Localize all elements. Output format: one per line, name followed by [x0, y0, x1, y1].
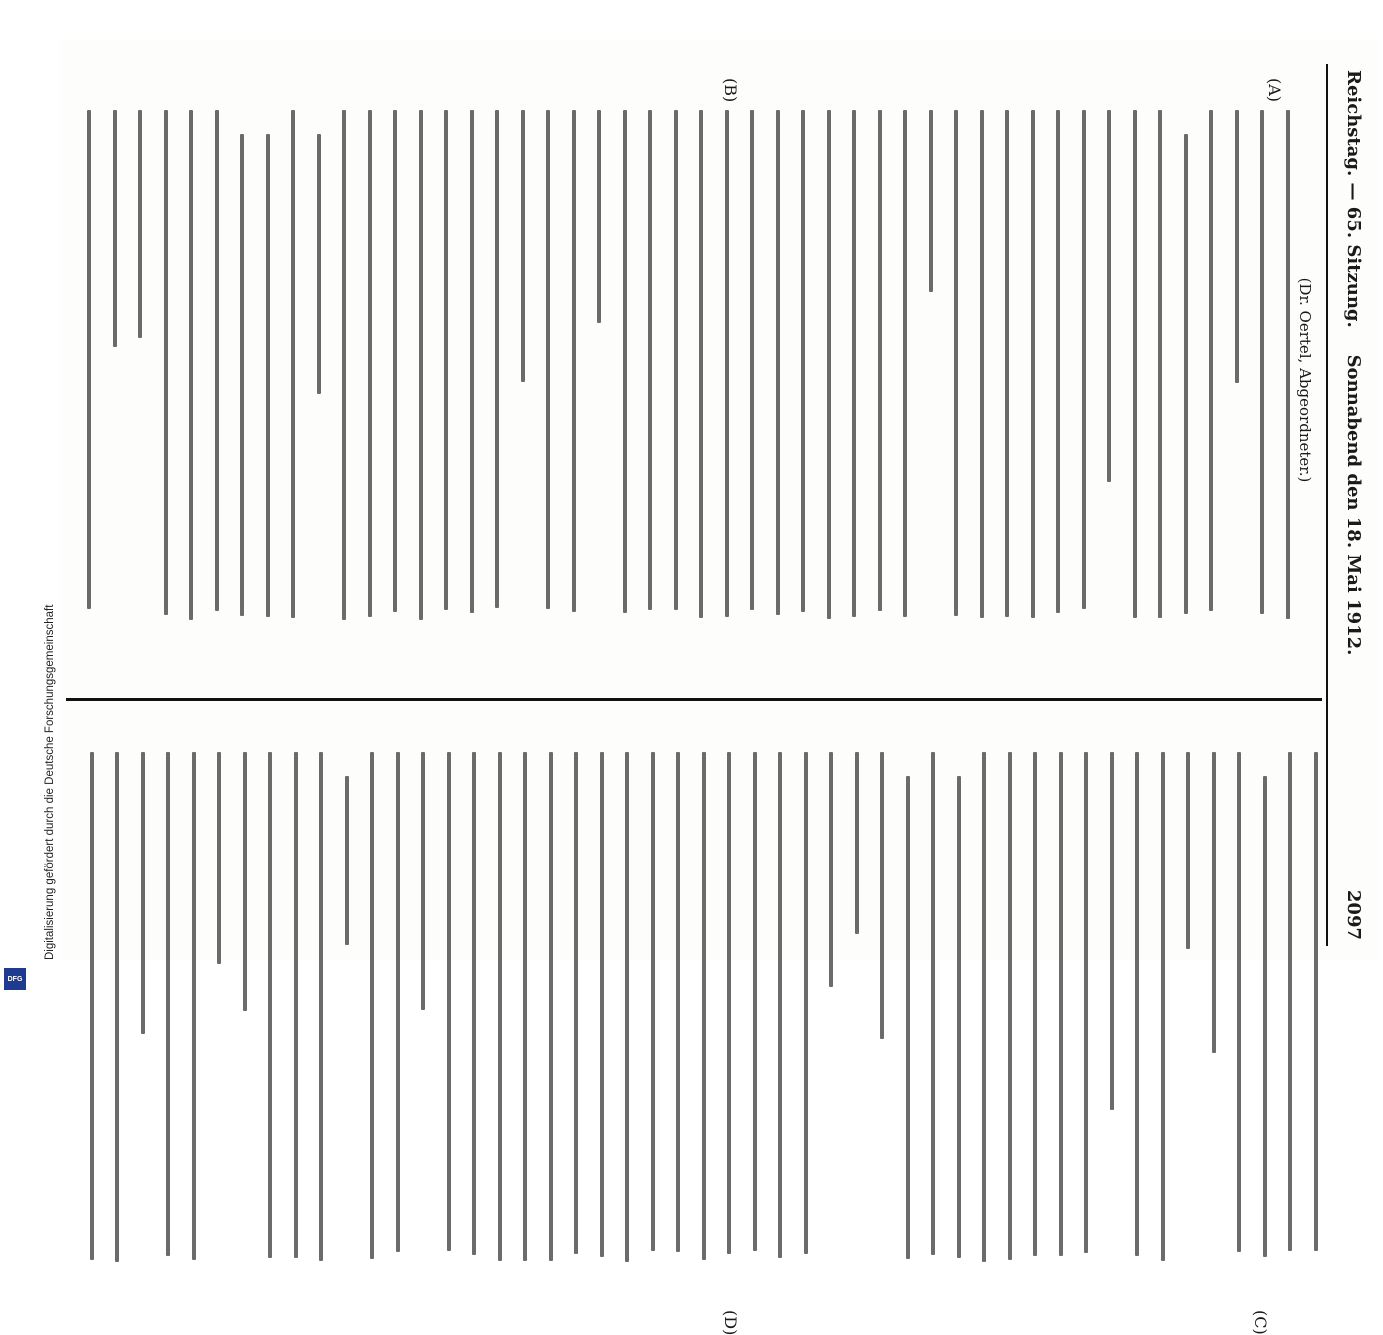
text-line: [473, 752, 477, 1255]
text-line: [827, 110, 831, 619]
text-line: [190, 110, 194, 620]
text-line: [623, 110, 627, 613]
margin-letter-a: (A): [1265, 78, 1284, 103]
text-line: [113, 110, 117, 347]
text-line: [1133, 110, 1137, 618]
header-rule: [1326, 64, 1328, 946]
text-line: [141, 752, 145, 1034]
running-header: [1330, 70, 1364, 940]
text-line: [1085, 752, 1089, 1253]
text-line: [779, 752, 783, 1258]
text-line: [1031, 110, 1035, 618]
header-date: Sonnabend den 18. Mai 1912.: [1343, 354, 1364, 656]
text-line: [445, 110, 449, 610]
text-line: [700, 110, 704, 618]
text-line: [521, 110, 525, 382]
text-line: [802, 110, 806, 612]
text-line: [1161, 752, 1165, 1261]
margin-letter-b: (B): [721, 78, 740, 103]
margin-letter-c: (C): [1251, 1310, 1270, 1335]
text-line: [1314, 752, 1318, 1251]
scanned-page: [60, 40, 1380, 1335]
text-line: [292, 110, 296, 618]
text-line: [626, 752, 630, 1262]
text-line: [547, 110, 551, 609]
text-line: [396, 752, 400, 1252]
text-line: [804, 752, 808, 1254]
text-line: [294, 752, 298, 1258]
text-line: [470, 110, 474, 613]
text-line: [725, 110, 729, 617]
text-line: [878, 110, 882, 611]
text-line: [1110, 752, 1114, 1110]
text-line: [241, 134, 245, 616]
text-line: [929, 110, 933, 292]
text-line: [598, 110, 602, 323]
text-line: [855, 752, 859, 934]
text-line: [90, 752, 94, 1260]
text-line: [1059, 752, 1063, 1256]
text-line: [751, 110, 755, 610]
text-line: [600, 752, 604, 1257]
text-line: [957, 776, 961, 1258]
text-line: [575, 752, 579, 1254]
text-line: [524, 752, 528, 1261]
text-line: [649, 110, 653, 610]
text-line: [906, 776, 910, 1259]
text-line: [269, 752, 273, 1258]
text-line: [243, 752, 247, 1011]
text-line: [1159, 110, 1163, 618]
text-line: [139, 110, 143, 338]
text-line: [1261, 110, 1265, 614]
text-line: [753, 752, 757, 1251]
text-line: [1187, 752, 1191, 949]
text-line: [215, 110, 219, 611]
text-line: [1136, 752, 1140, 1256]
text-line: [116, 752, 120, 1262]
text-line: [1235, 110, 1239, 383]
text-line: [496, 110, 500, 608]
text-line: [167, 752, 171, 1256]
text-line: [674, 110, 678, 610]
text-line: [1289, 752, 1293, 1251]
text-line: [498, 752, 502, 1261]
text-line: [1263, 776, 1267, 1257]
text-line: [1008, 752, 1012, 1260]
text-line: [830, 752, 834, 987]
text-line: [1286, 110, 1290, 619]
text-line: [394, 110, 398, 612]
text-line: [677, 752, 681, 1252]
text-line: [192, 752, 196, 1260]
text-line: [88, 110, 92, 609]
text-line: [1108, 110, 1112, 482]
left-column-text: [70, 110, 1290, 650]
text-line: [1057, 110, 1061, 613]
speaker-line: (Dr. Oertel, Abgeordneter.): [1296, 277, 1314, 483]
text-line: [702, 752, 706, 1260]
text-line: [1238, 752, 1242, 1252]
text-line: [320, 752, 324, 1261]
footer-strip: [0, 0, 60, 1000]
text-line: [164, 110, 168, 615]
text-line: [904, 110, 908, 617]
header-left: Reichstag. — 65. Sitzung.: [1343, 70, 1364, 328]
text-line: [447, 752, 451, 1251]
text-line: [1006, 110, 1010, 617]
text-line: [419, 110, 423, 620]
text-line: [980, 110, 984, 618]
text-line: [955, 110, 959, 616]
text-line: [266, 134, 270, 617]
text-line: [317, 134, 321, 394]
right-column-text: [70, 752, 1318, 1292]
text-line: [1034, 752, 1038, 1256]
margin-letter-d: (D): [721, 1310, 740, 1335]
dfg-logo: DFG: [4, 968, 26, 990]
text-line: [853, 110, 857, 617]
left-column: [70, 110, 1318, 650]
text-line: [776, 110, 780, 615]
page-number: 2097: [1343, 889, 1364, 940]
text-line: [1184, 134, 1188, 614]
text-line: [1210, 110, 1214, 611]
text-line: [983, 752, 987, 1262]
text-line: [651, 752, 655, 1251]
text-line: [1212, 752, 1216, 1053]
text-line: [345, 776, 349, 945]
text-line: [572, 110, 576, 612]
text-line: [549, 752, 553, 1261]
text-line: [218, 752, 222, 964]
text-line: [881, 752, 885, 1039]
column-separator: [66, 698, 1322, 701]
text-line: [422, 752, 426, 1010]
text-line: [1082, 110, 1086, 609]
text-line: [932, 752, 936, 1255]
text-line: [343, 110, 347, 620]
rotated-page: [60, 40, 1380, 1335]
text-line: [728, 752, 732, 1254]
text-line: [368, 110, 372, 617]
text-line: [371, 752, 375, 1259]
footer-credit: Digitalisierung gefördert durch die Deutsche Forschungsgemeinschaft: [44, 604, 56, 960]
right-column: [70, 752, 1318, 1292]
